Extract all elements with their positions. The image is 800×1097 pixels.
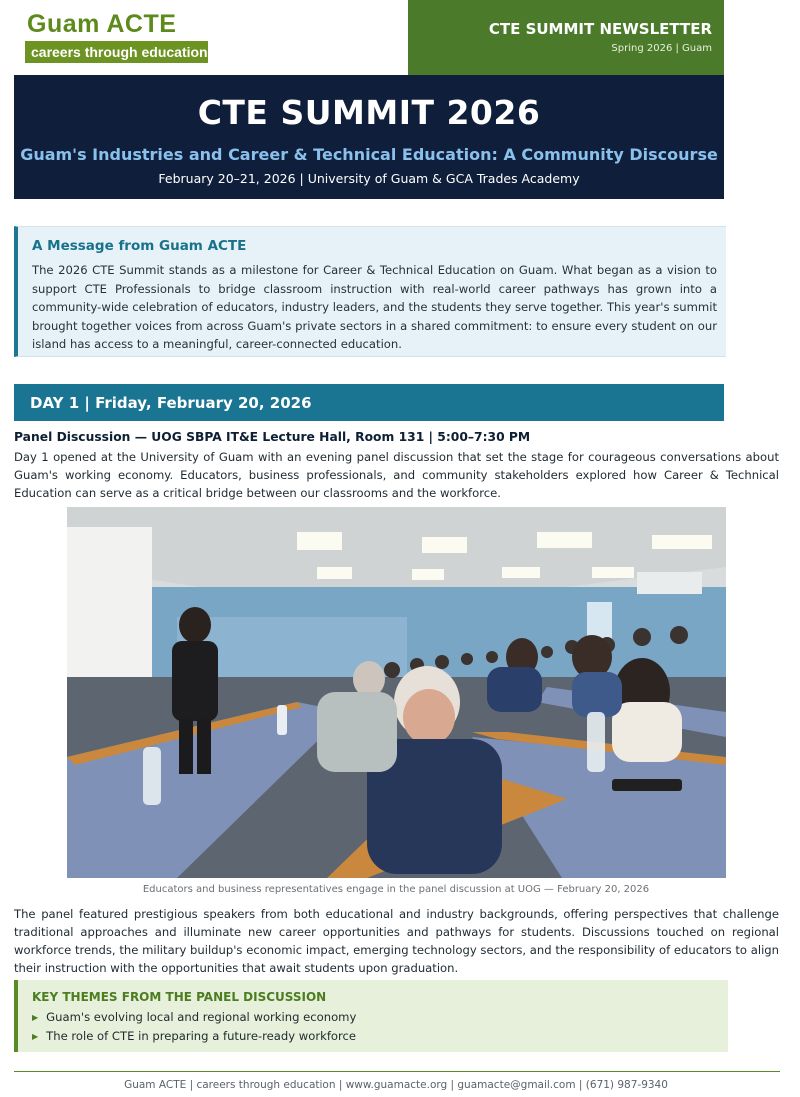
day1-intro: Day 1 opened at the University of Guam with an evening panel discussion that set the stage for courageous conversations about Guam's working economy. Educators, business professionals, and community stakeholders explored how Career & Technical Education can serve as a critical bridge between our classrooms and the workforce. [14,450,779,500]
theme-text: The role of CTE in preparing a future-ready workforce [46,1029,357,1043]
day1-bar [14,384,724,421]
org-name: Guam ACTE [27,10,177,38]
banner-title: CTE SUMMIT 2026 [197,93,541,132]
summit-banner [14,75,724,199]
bullet-triangle-icon: ▶ [32,1032,39,1041]
panel-photo [67,507,726,878]
org-logo [15,6,215,62]
themes-title: KEY THEMES FROM THE PANEL DISCUSSION [32,990,327,1004]
panel-heading: Panel Discussion — UOG SBPA IT&E Lecture Hall, Room 131 | 5:00–7:30 PM [14,430,531,444]
newsletter-header [408,0,724,75]
photo-caption: Educators and business representatives engage in the panel discussion at UOG — February 20, 2026 [142,884,650,895]
footer-divider [14,1071,780,1072]
day1-title: DAY 1 | Friday, February 20, 2026 [30,394,312,412]
banner-dates: February 20–21, 2026 | University of Guam & GCA Trades Academy [158,171,580,186]
newsletter-title: CTE SUMMIT NEWSLETTER [488,20,712,38]
day1-body: The panel featured prestigious speakers from both educational and industry backgrounds, offering perspectives that challenge traditional approaches and illuminate new career opportunities and pathways for students. Discussions touched on regional workforce trends, the military buildup's economic impact, emerging technology sectors, and the responsibility of educators to align their instruction with the opportunities that await students upon graduation. [14,907,779,975]
org-tagline: careers through education [25,41,208,63]
newsletter-subtitle: Spring 2026 | Guam [611,43,712,54]
themes-box [14,980,728,1052]
list-item [32,1027,356,1046]
banner-subtitle: Guam's Industries and Career & Technical Education: A Community Discourse [20,145,718,164]
themes-list [32,1008,356,1046]
message-box [14,226,726,357]
theme-text: Guam's evolving local and regional working economy [46,1010,357,1024]
message-title: A Message from Guam ACTE [32,238,247,254]
list-item [32,1008,356,1027]
footer-contact: Guam ACTE | careers through education | www.guamacte.org | guamacte@gmail.com | (671) 987-9340 [124,1079,668,1091]
bullet-triangle-icon: ▶ [32,1013,39,1022]
message-body: The 2026 CTE Summit stands as a milestone for Career & Technical Education on Guam. What began as a vision to support CTE Professionals to bridge classroom instruction with real-world career pathways has grown into a community-wide celebration of educators, industry leaders, and the students they serve together. This year's summit brought together voices from across Guam's private sectors in a shared commitment: to ensure every student on our island has access to a meaningful, career-connected education. [32,263,717,351]
